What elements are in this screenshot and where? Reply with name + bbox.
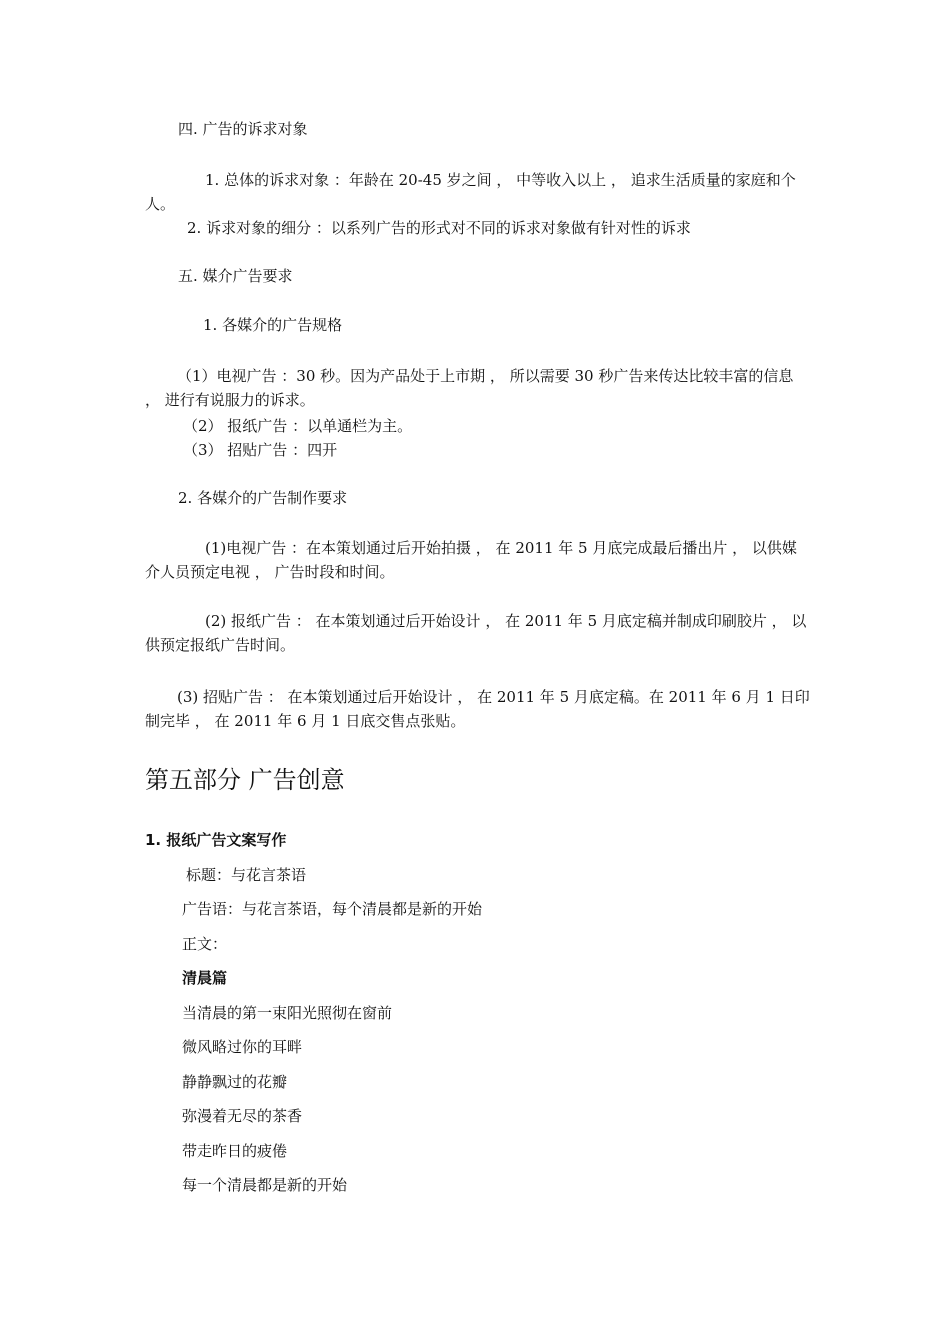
copy-slogan: 广告语：与花言茶语，每个清晨都是新的开始 [182, 900, 483, 918]
paragraph-newspaper-production: (2) 报纸广告 ： 在本策划通过后开始设计 ， 在 2011 年 5 月底定稿并制成印刷胶片 ， 以供预定报纸广告时间。 [145, 612, 807, 654]
subheading-media-specs: 1. 各媒介的广告规格 [203, 316, 343, 334]
poem-line: 微风略过你的耳畔 [182, 1038, 303, 1056]
poem-line: 静静飘过的花瓣 [182, 1073, 288, 1091]
paragraph-poster-spec: （3） 招贴广告 ：四开 [183, 441, 338, 459]
subheading-media-production: 2. 各媒介的广告制作要求 [178, 489, 348, 507]
paragraph-target-segmentation: 2. 诉求对象的细分 ：以系列广告的形式对不同的诉求对象做有针对性的诉求 [187, 219, 691, 237]
paragraph-tv-production: (1)电视广告 ：在本策划通过后开始拍摄 ， 在 2011 年 5 月底完成最后播出片 ， 以供媒介人员预定电视 ， 广告时段和时间。 [145, 539, 797, 581]
copy-body-label: 正文： [182, 935, 228, 953]
poem-line: 带走昨日的疲倦 [182, 1142, 288, 1160]
paragraph-overall-target: 1. 总体的诉求对象 ：年龄在 20-45 岁之间 ， 中等收入以上 ， 追求生活质量的家庭和个人。 [145, 171, 796, 213]
section-heading-media-requirements: 五. 媒介广告要求 [178, 267, 293, 285]
poem-line: 弥漫着无尽的茶香 [182, 1107, 303, 1125]
poem-line: 当清晨的第一束阳光照彻在窗前 [182, 1004, 393, 1022]
poem-line: 每一个清晨都是新的开始 [182, 1176, 348, 1194]
paragraph-newspaper-spec: （2） 报纸广告 ：以单通栏为主。 [183, 417, 413, 435]
part-title-ad-creative: 第五部分 广告创意 [145, 766, 345, 794]
section-heading-appeal-targets: 四. 广告的诉求对象 [178, 120, 308, 138]
paragraph-poster-production: (3) 招贴广告 ： 在本策划通过后开始设计 ， 在 2011 年 5 月底定稿。在 2011 年 6 月 1 日印制完毕 ， 在 2011 年 6 月 1 日底交售点张贴。 [145, 688, 810, 730]
subheading-newspaper-copywriting: 1. 报纸广告文案写作 [145, 831, 287, 849]
poem-title: 清晨篇 [182, 969, 228, 987]
paragraph-tv-spec: （1）电视广告 ：30 秒。因为产品处于上市期 ， 所以需要 30 秒广告来传达比较丰富的信息 ， 进行有说服力的诉求。 [145, 367, 794, 409]
copy-headline: 标题：与花言茶语 [186, 866, 307, 884]
